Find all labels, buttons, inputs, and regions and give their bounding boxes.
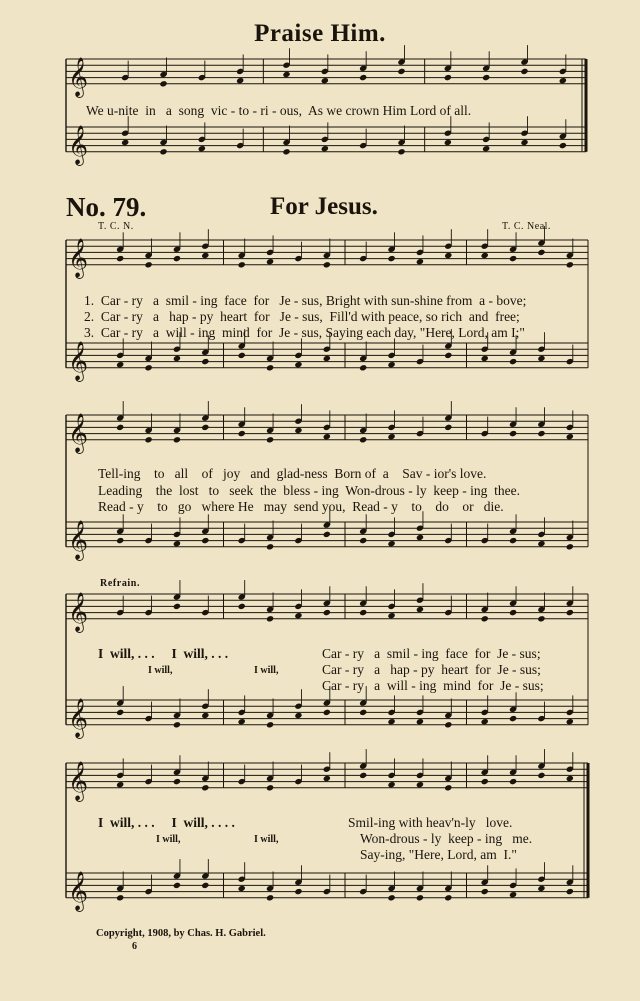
music-credit: T. C. Neal. (502, 221, 551, 232)
notehead (294, 361, 302, 368)
refrain-i-will-2: I will, . . . I will, . . . . (98, 815, 235, 830)
treble-clef: 𝄞 (68, 760, 89, 801)
notehead (566, 888, 574, 895)
notehead (323, 709, 331, 716)
notehead (116, 255, 124, 262)
notehead (566, 261, 574, 268)
notehead (566, 718, 574, 725)
refrain-end-2: Won-drous - ly keep - ing me. (360, 831, 533, 846)
notehead (359, 364, 367, 371)
verse-1-line-1: 1. Car - ry a smil - ing face for Je - sus, Bright with sun-shine from a - bove; (84, 293, 527, 308)
notehead (537, 249, 545, 256)
notehead (387, 361, 395, 368)
notehead (201, 424, 209, 431)
notehead (201, 358, 209, 365)
previous-hymn-title: Praise Him. (254, 20, 386, 47)
notehead (116, 537, 124, 544)
notehead (116, 894, 124, 901)
notehead (537, 772, 545, 779)
notehead (509, 778, 517, 785)
notehead (201, 784, 209, 791)
notehead (116, 361, 124, 368)
notehead (566, 433, 574, 440)
notehead (444, 139, 452, 146)
notehead (198, 145, 206, 152)
refrain-verse-2: Car - ry a hap - py heart for Je - sus; (322, 662, 541, 677)
notehead (238, 261, 246, 268)
notehead (173, 778, 181, 785)
notehead (387, 894, 395, 901)
notehead (359, 436, 367, 443)
notehead (238, 430, 246, 437)
verse-2-line-1: 2. Car - ry a hap - py heart for Je - sus, Fill'd with peace, so rich and free; (84, 309, 520, 324)
notehead (481, 615, 489, 622)
notehead (323, 531, 331, 538)
treble-clef: 𝄞 (68, 237, 89, 278)
lower-clef: 𝄞 (68, 124, 89, 165)
verse-3-line-1: 3. Car - ry a will - ing mind for Je - sus, Saying each day, "Here, Lord, am I;" (84, 325, 525, 340)
notehead (159, 148, 167, 155)
refrain-end-1: Smil-ing with heav'n-ly love. (348, 815, 513, 830)
notehead (173, 603, 181, 610)
notehead (173, 436, 181, 443)
refrain-small-i-will-3: I will, (156, 834, 181, 845)
notehead (359, 609, 367, 616)
notehead (537, 540, 545, 547)
notehead (444, 894, 452, 901)
lower-clef: 𝄞 (68, 697, 89, 738)
notehead (444, 424, 452, 431)
notehead (416, 894, 424, 901)
notehead (294, 612, 302, 619)
refrain-i-will: I will, . . . I will, . . . (98, 646, 229, 661)
notehead (282, 71, 290, 78)
notehead (559, 77, 567, 84)
notehead (481, 355, 489, 362)
notehead (282, 148, 290, 155)
refrain-small-i-will-1: I will, (148, 665, 173, 676)
notehead (359, 537, 367, 544)
notehead (323, 355, 331, 362)
notehead (387, 781, 395, 788)
notehead (238, 718, 246, 725)
notehead (416, 534, 424, 541)
notehead (416, 258, 424, 265)
notehead (173, 540, 181, 547)
notehead (416, 781, 424, 788)
notehead (537, 355, 545, 362)
notehead (266, 615, 274, 622)
refrain-verse-1: Car - ry a smil - ing face for Je - sus; (322, 646, 541, 661)
notehead (266, 258, 274, 265)
copyright-notice: Copyright, 1908, by Chas. H. Gabriel. (96, 928, 266, 939)
notehead (144, 261, 152, 268)
notehead (509, 537, 517, 544)
notehead (266, 543, 274, 550)
notehead (321, 77, 329, 84)
refrain-small-i-will-4: I will, (254, 834, 279, 845)
notehead (416, 718, 424, 725)
hymn-number: No. 79. (66, 192, 147, 222)
notehead (509, 715, 517, 722)
hymn-title: For Jesus. (270, 193, 378, 220)
notehead (173, 355, 181, 362)
notehead (236, 77, 244, 84)
notehead (294, 427, 302, 434)
lower-clef: 𝄞 (68, 340, 89, 381)
notehead (238, 885, 246, 892)
notehead (537, 885, 545, 892)
notehead (566, 609, 574, 616)
refrain-small-i-will-2: I will, (254, 665, 279, 676)
notehead (173, 721, 181, 728)
notehead (359, 772, 367, 779)
notehead (266, 784, 274, 791)
notehead (566, 775, 574, 782)
words-credit: T. C. N. (98, 221, 134, 232)
lower-clef: 𝄞 (68, 870, 89, 911)
notehead (482, 74, 490, 81)
notehead (416, 606, 424, 613)
notehead (444, 784, 452, 791)
notehead (482, 145, 490, 152)
notehead (116, 709, 124, 716)
notehead (294, 888, 302, 895)
notehead (321, 145, 329, 152)
notehead (159, 80, 167, 87)
treble-clef: 𝄞 (68, 412, 89, 453)
refrain-label: Refrain. (100, 578, 141, 589)
notehead (520, 68, 528, 75)
notehead (537, 615, 545, 622)
treble-clef: 𝄞 (68, 591, 89, 632)
notehead (509, 255, 517, 262)
treble-clef: 𝄞 (68, 56, 89, 97)
notehead (520, 139, 528, 146)
notehead (481, 718, 489, 725)
notehead (387, 255, 395, 262)
notehead (144, 436, 152, 443)
notehead (173, 255, 181, 262)
notehead (266, 436, 274, 443)
notehead (116, 424, 124, 431)
refrain-end-3: Say-ing, "Here, Lord, am I." (360, 847, 517, 862)
notehead (444, 74, 452, 81)
page-number: 6 (132, 941, 137, 952)
notehead (116, 781, 124, 788)
notehead (323, 609, 331, 616)
notehead (509, 430, 517, 437)
notehead (201, 537, 209, 544)
verse-1-line-2: Tell-ing to all of joy and glad-ness Born of a Sav - ior's love. (98, 466, 487, 481)
notehead (323, 433, 331, 440)
notehead (238, 603, 246, 610)
notehead (481, 778, 489, 785)
notehead (397, 68, 405, 75)
lyric-line: We u-nite in a song vic - to - ri - ous, As we crown Him Lord of all. (86, 103, 472, 118)
notehead (201, 252, 209, 259)
notehead (537, 430, 545, 437)
notehead (397, 148, 405, 155)
notehead (444, 252, 452, 259)
refrain-verse-3: Car - ry a will - ing mind for Je - sus; (322, 678, 544, 693)
notehead (173, 882, 181, 889)
notehead (266, 721, 274, 728)
notehead (323, 775, 331, 782)
notehead (559, 142, 567, 149)
notehead (201, 882, 209, 889)
notehead (509, 891, 517, 898)
notehead (201, 712, 209, 719)
notehead (359, 74, 367, 81)
notehead (144, 364, 152, 371)
notehead (387, 540, 395, 547)
notehead (481, 252, 489, 259)
verse-2-line-2: Leading the lost to seek the bless - ing Won-drous - ly keep - ing thee. (98, 483, 520, 498)
notehead (387, 718, 395, 725)
lower-clef: 𝄞 (68, 519, 89, 560)
notehead (323, 261, 331, 268)
notehead (266, 894, 274, 901)
notehead (566, 543, 574, 550)
verse-3-line-2: Read - y to go where He may send you, Read - y to do or die. (98, 499, 504, 514)
notehead (444, 721, 452, 728)
notehead (509, 358, 517, 365)
notehead (359, 709, 367, 716)
notehead (266, 364, 274, 371)
notehead (444, 352, 452, 359)
notehead (509, 609, 517, 616)
notehead (387, 612, 395, 619)
notehead (238, 352, 246, 359)
notehead (481, 888, 489, 895)
notehead (121, 139, 129, 146)
notehead (387, 433, 395, 440)
notehead (294, 712, 302, 719)
